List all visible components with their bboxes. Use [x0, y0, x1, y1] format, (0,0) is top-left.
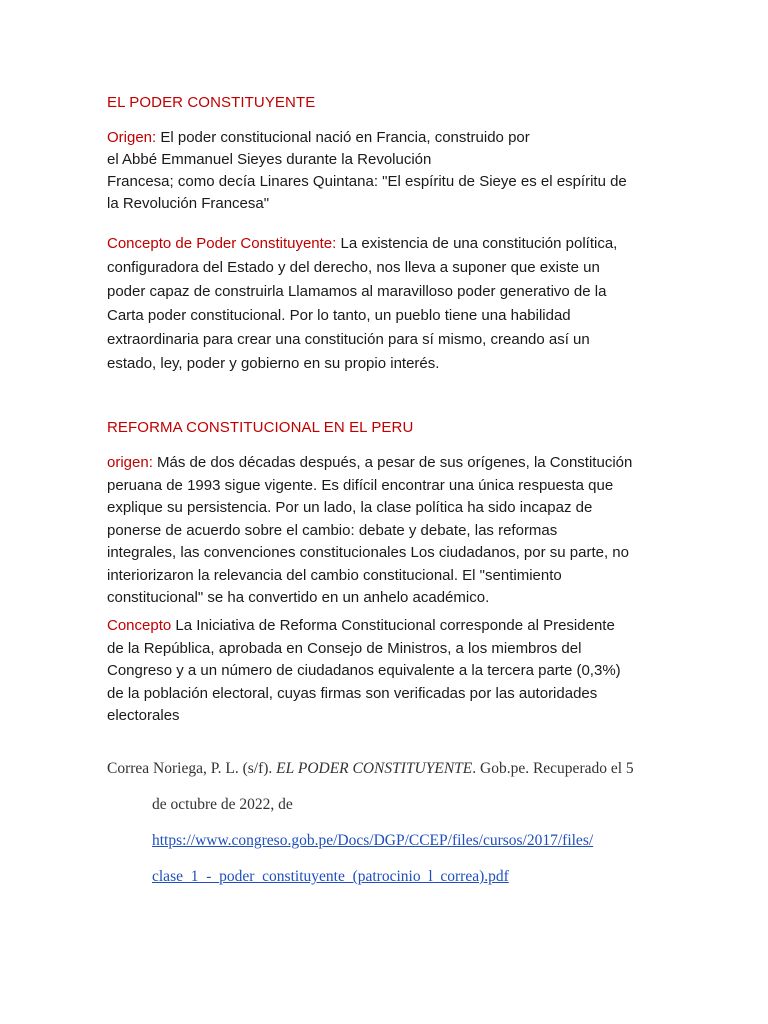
paragraph-origen: [107, 127, 667, 215]
reference-title: EL PODER CONSTITUYENTE: [276, 760, 473, 777]
reference-line-2: de octubre de 2022, de: [152, 796, 293, 813]
concepto-reforma-line-5: electorales: [107, 707, 180, 724]
concepto-reforma-line-3: Congreso y a un número de ciudadanos equivalente a la tercera parte (0,3%): [107, 662, 621, 679]
paragraph-origen-reforma: [107, 452, 667, 610]
concepto-reforma-line-2: de la República, aprobada en Consejo de Ministros, a los miembros del: [107, 639, 582, 657]
origen-line-1: El poder constitucional nació en Francia, construido por: [156, 129, 530, 146]
origen-reforma-line-6: interiorizaron la relevancia del cambio constitucional. El "sentimiento: [107, 566, 562, 584]
label-origen-reforma: origen:: [107, 454, 153, 471]
reference-link-cont[interactable]: clase_1_-_poder_constituyente_(patrocinio_l_correa).pdf: [152, 868, 509, 885]
concepto-line-3: poder capaz de construirla Llamamos al maravilloso poder generativo de la: [107, 283, 607, 300]
paragraph-concepto-poder: [107, 232, 667, 376]
origen-reforma-line-2: peruana de 1993 sigue vigente. Es difícil encontrar una única respuesta que: [107, 476, 614, 494]
origen-line-3: Francesa; como decía Linares Quintana: "El espíritu de Sieye es el espíritu de: [107, 173, 627, 190]
reference-url-line-1[interactable]: [152, 832, 593, 850]
reference-line-1: [107, 760, 634, 778]
reference-entry: [107, 760, 707, 900]
origen-reforma-line-7: constitucional" se ha convertido en un anhelo académico.: [107, 589, 490, 606]
label-concepto-reforma: Concepto: [107, 617, 172, 634]
section-title-poder-constituyente: EL PODER CONSTITUYENTE: [107, 94, 316, 111]
concepto-reforma-line-1: La Iniciativa de Reforma Constitucional corresponde al Presidente: [171, 617, 615, 634]
concepto-reforma-line-4: de la población electoral, cuyas firmas son verificadas por las autoridades: [107, 684, 598, 702]
paragraph-concepto-reforma: [107, 615, 667, 728]
concepto-line-2: configuradora del Estado y del derecho, nos lleva a suponer que existe un: [107, 259, 600, 276]
label-concepto-poder: Concepto de Poder Constituyente:: [107, 235, 337, 252]
section-title-reforma: REFORMA CONSTITUCIONAL EN EL PERU: [107, 419, 414, 436]
origen-line-4: la Revolución Francesa": [107, 195, 270, 212]
reference-source: . Gob.pe. Recuperado el 5: [472, 760, 634, 777]
concepto-line-5: extraordinaria para crear una constitución para sí mismo, creando así un: [107, 331, 590, 348]
origen-reforma-line-4: ponerse de acuerdo sobre el cambio: debate y debate, las reformas: [107, 521, 558, 539]
origen-reforma-line-5: integrales, las convenciones constitucionales Los ciudadanos, por su parte, no: [107, 544, 629, 561]
concepto-line-6: estado, ley, poder y gobierno en su propio interés.: [107, 355, 440, 372]
reference-url-line-2[interactable]: [152, 868, 509, 886]
origen-line-2: el Abbé Emmanuel Sieyes durante la Revolución: [107, 151, 432, 168]
origen-reforma-line-3: explique su persistencia. Por un lado, la clase política ha sido incapaz de: [107, 499, 593, 516]
reference-link[interactable]: https://www.congreso.gob.pe/Docs/DGP/CCEP/files/cursos/2017/files/: [152, 832, 594, 849]
reference-author: Correa Noriega, P. L. (s/f).: [107, 760, 277, 777]
label-origen: Origen:: [107, 129, 157, 146]
concepto-line-1: La existencia de una constitución política,: [336, 235, 618, 252]
concepto-line-4: Carta poder constitucional. Por lo tanto, un pueblo tiene una habilidad: [107, 307, 571, 324]
origen-reforma-line-1: Más de dos décadas después, a pesar de sus orígenes, la Constitución: [152, 454, 633, 471]
